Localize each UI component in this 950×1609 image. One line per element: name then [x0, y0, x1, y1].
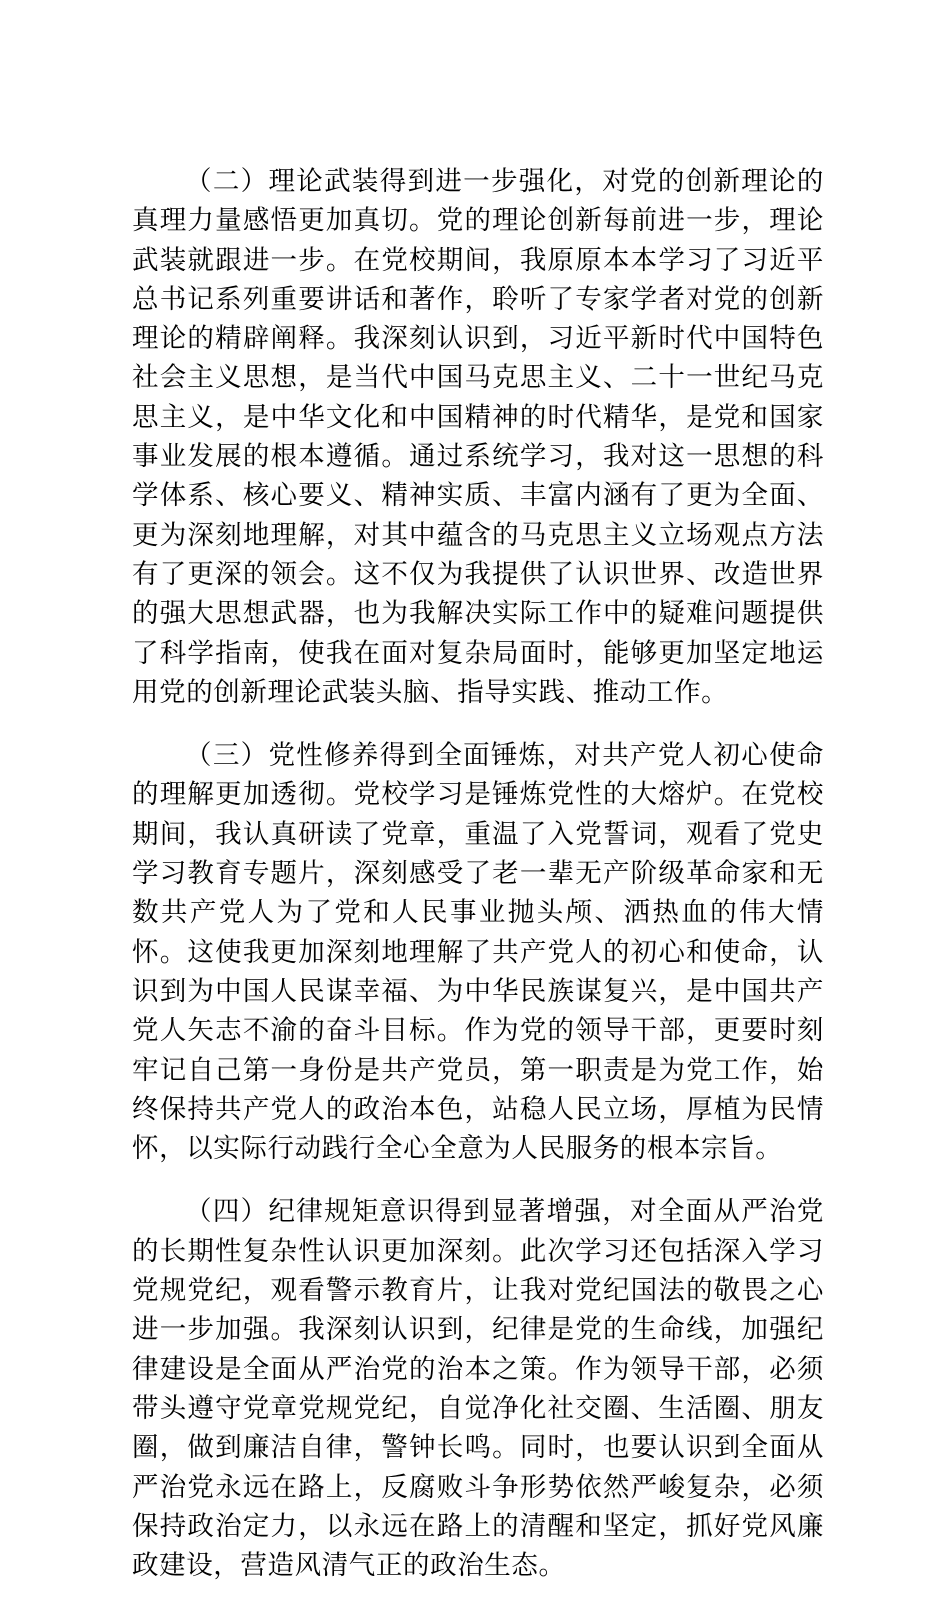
document-page	[132, 162, 824, 1609]
paragraph-section-2: （二）理论武装得到进一步强化，对党的创新理论的真理力量感悟更加真切。党的理论创新每前进一步，理论武装就跟进一步。在党校期间，我原原本本学习了习近平总书记系列重要讲话和著作，聆听了专家学者对党的创新理论的精辟阐释。我深刻认识到，习近平新时代中国特色社会主义思想，是当代中国马克思主义、二十一世纪马克思主义，是中华文化和中国精神的时代精华，是党和国家事业发展的根本遵循。通过系统学习，我对这一思想的科学体系、核心要义、精神实质、丰富内涵有了更为全面、更为深刻地理解，对其中蕴含的马克思主义立场观点方法有了更深的领会。这不仅为我提供了认识世界、改造世界的强大思想武器，也为我解决实际工作中的疑难问题提供了科学指南，使我在面对复杂局面时，能够更加坚定地运用党的创新理论武装头脑、指导实践、推动工作。	[132, 166, 824, 708]
paragraph-section-3: （三）党性修养得到全面锤炼，对共产党人初心使命的理解更加透彻。党校学习是锤炼党性的大熔炉。在党校期间，我认真研读了党章，重温了入党誓词，观看了党史学习教育专题片，深刻感受了老一辈无产阶级革命家和无数共产党人为了党和人民事业抛头颅、洒热血的伟大情怀。这使我更加深刻地理解了共产党人的初心和使命，认识到为中国人民谋幸福、为中华民族谋复兴，是中国共产党人矢志不渝的奋斗目标。作为党的领导干部，更要时刻牢记自己第一身份是共产党员，第一职责是为党工作，始终保持共产党人的政治本色，站稳人民立场，厚植为民情怀，以实际行动践行全心全意为人民服务的根本宗旨。	[132, 740, 824, 1165]
paragraph-section-4: （四）纪律规矩意识得到显著增强，对全面从严治党的长期性复杂性认识更加深刻。此次学习还包括深入学习党规党纪，观看警示教育片，让我对党纪国法的敬畏之心进一步加强。我深刻认识到，纪律是党的生命线，加强纪律建设是全面从严治党的治本之策。作为领导干部，必须带头遵守党章党规党纪，自觉净化社交圈、生活圈、朋友圈，做到廉洁自律，警钟长鸣。同时，也要认识到全面从严治党永远在路上，反腐败斗争形势依然严峻复杂，必须保持政治定力，以永远在路上的清醒和坚定，抓好党风廉政建设，营造风清气正的政治生态。	[132, 1196, 824, 1582]
